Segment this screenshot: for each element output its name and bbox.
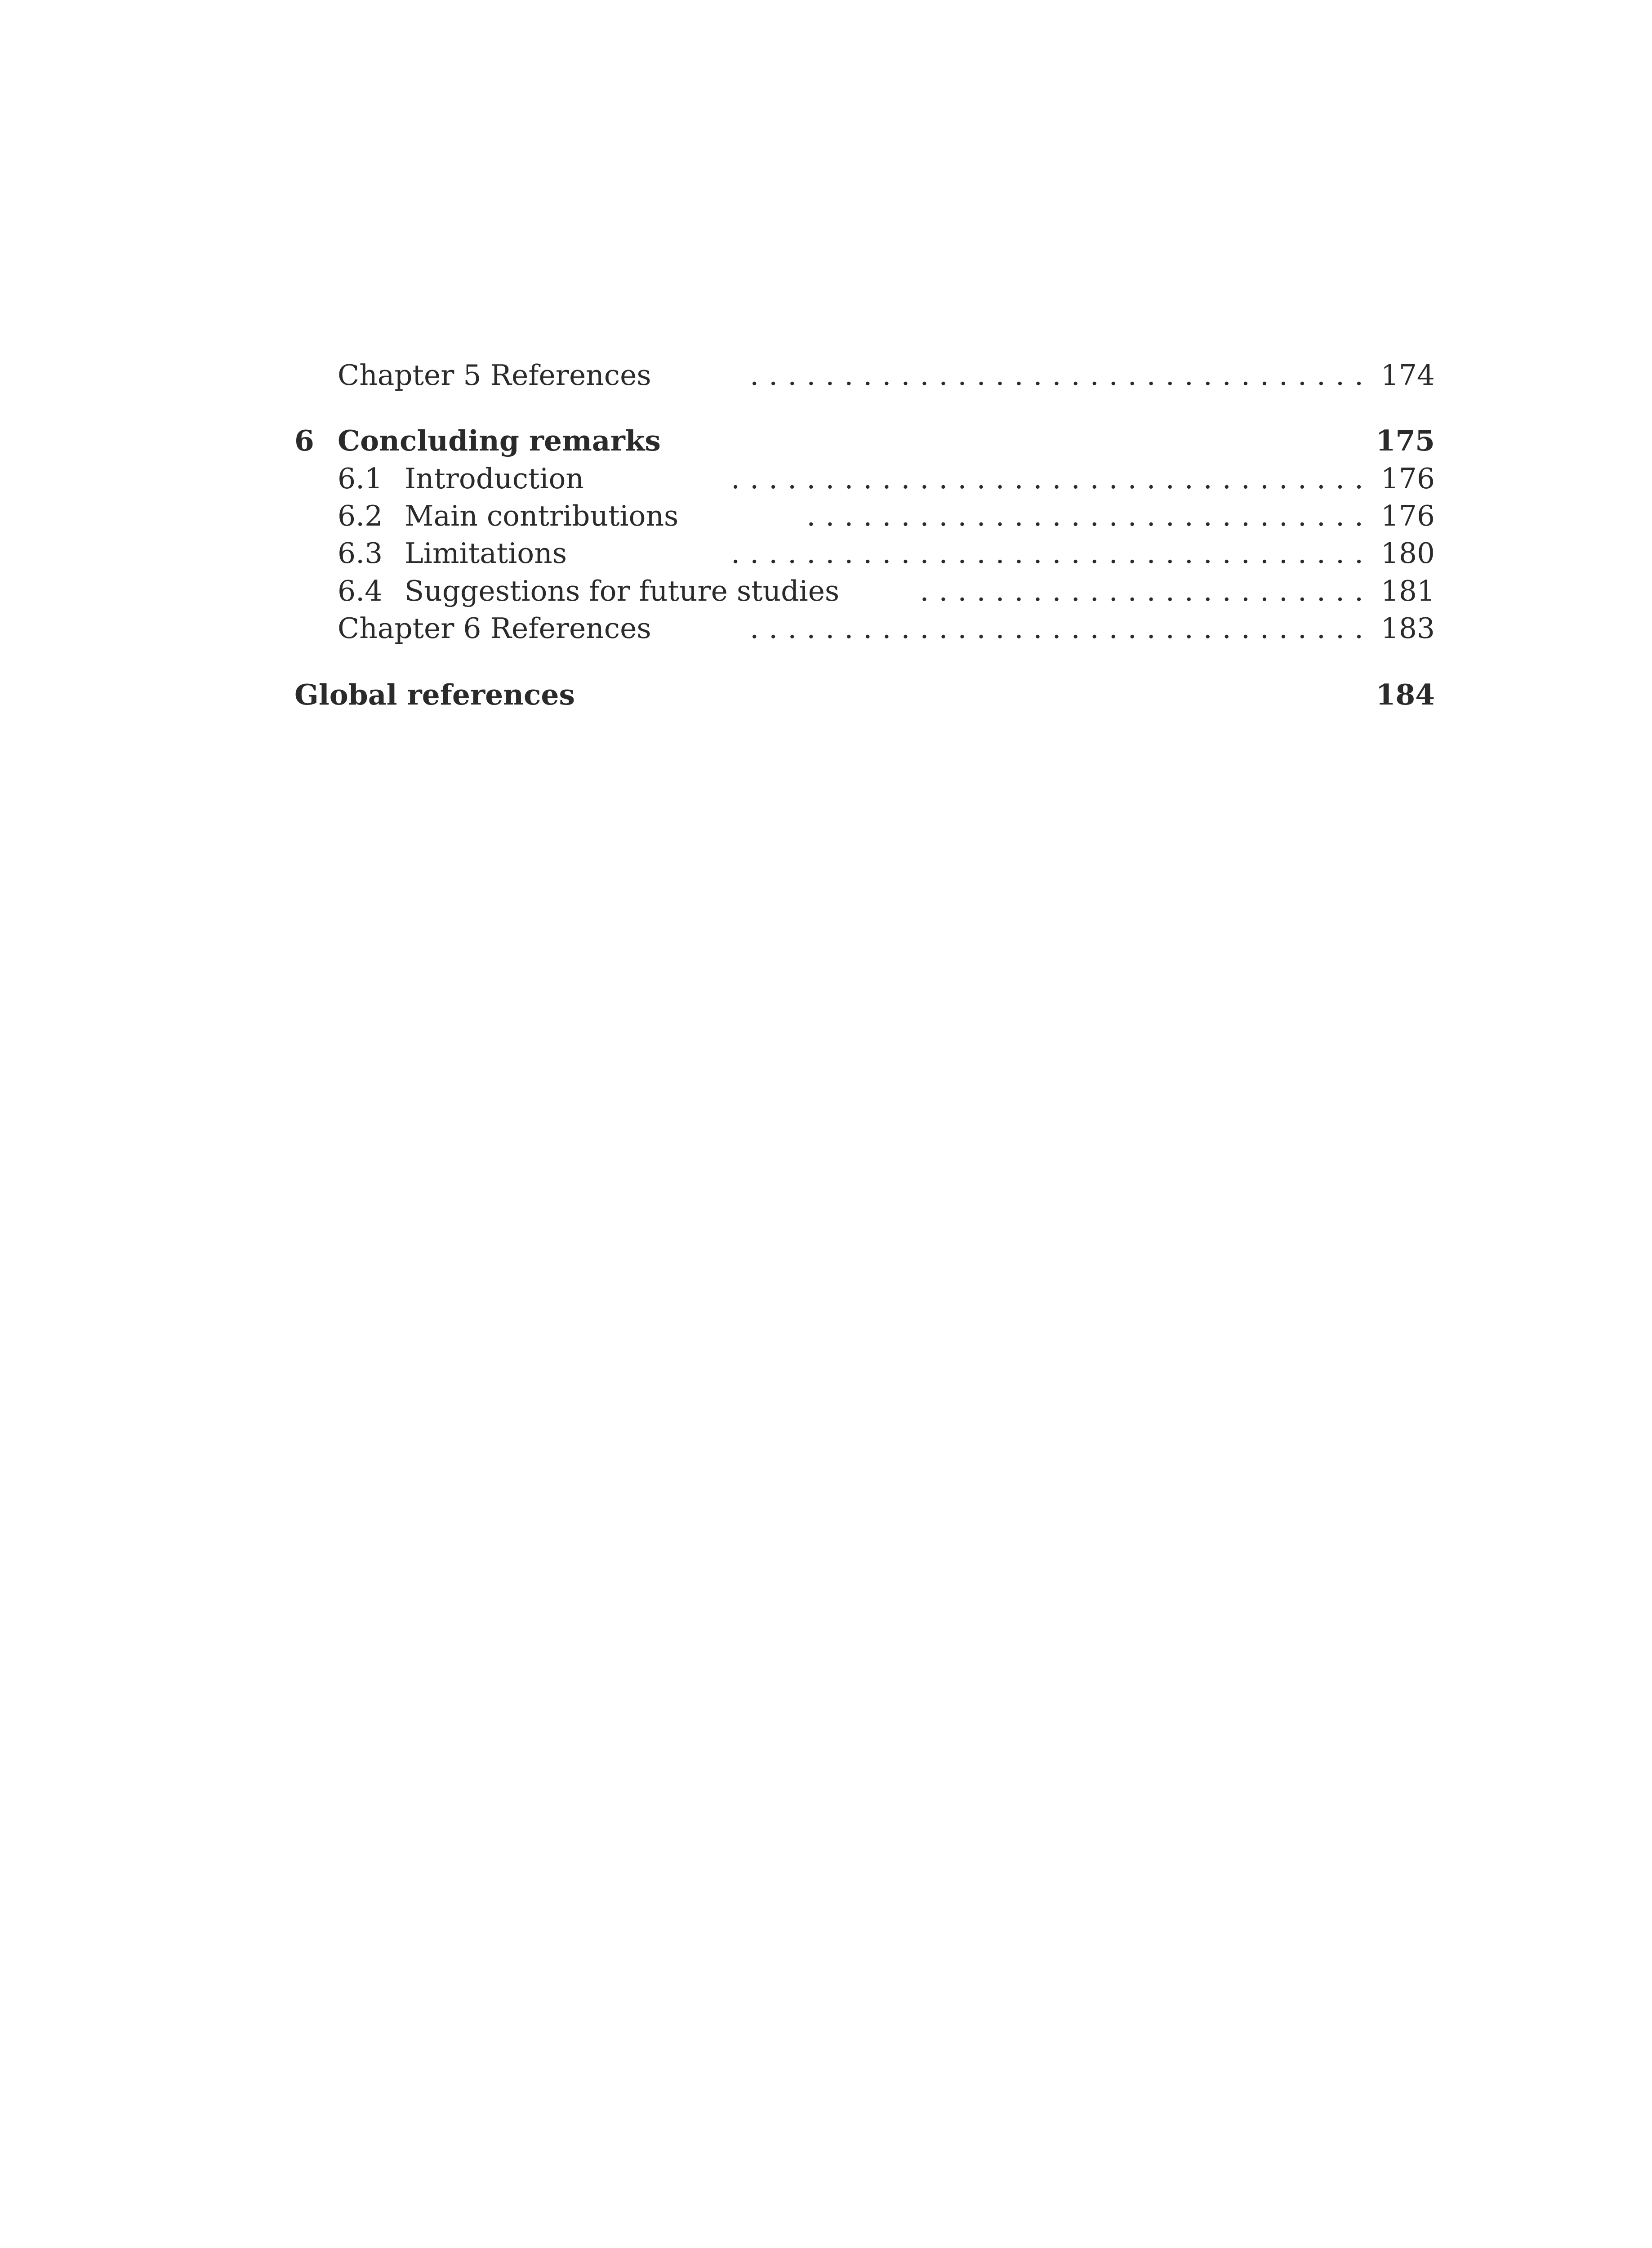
section-title: Introduction <box>405 462 584 495</box>
dot-leader: .................................. <box>731 537 1373 570</box>
section-title: Limitations <box>405 537 567 570</box>
toc-entry-title: Chapter 6 References <box>338 612 651 645</box>
section-number: 6.4 <box>338 575 383 607</box>
dot-leader: ........................ <box>920 575 1373 607</box>
section-page: 176 <box>1380 500 1435 532</box>
toc-entry-chapter5-references[interactable] <box>0 355 1652 396</box>
section-number: 6.3 <box>338 537 383 570</box>
section-page: 176 <box>1380 462 1435 495</box>
toc-section-6-2[interactable] <box>0 496 1652 536</box>
section-title: Suggestions for future studies <box>405 575 840 607</box>
chapter-page: 175 <box>1376 424 1435 457</box>
dot-leader: ................................. <box>750 612 1373 645</box>
toc-entry-chapter6-references[interactable] <box>0 608 1652 649</box>
chapter-title: Concluding remarks <box>338 424 661 457</box>
toc-global-references[interactable] <box>0 674 1652 715</box>
section-title: Main contributions <box>405 500 679 532</box>
dot-leader: .............................. <box>806 500 1373 532</box>
chapter-title: Global references <box>294 678 575 711</box>
section-number: 6.2 <box>338 500 383 532</box>
toc-entry-page: 174 <box>1380 359 1435 392</box>
toc-chapter-6[interactable] <box>0 420 1652 461</box>
dot-leader: .................................. <box>731 462 1373 495</box>
section-number: 6.1 <box>338 462 383 495</box>
section-page: 181 <box>1380 575 1435 607</box>
toc-section-6-3[interactable] <box>0 533 1652 574</box>
dot-leader: ................................. <box>750 359 1373 392</box>
chapter-page: 184 <box>1376 678 1435 711</box>
toc-section-6-4[interactable] <box>0 571 1652 611</box>
toc-entry-page: 183 <box>1380 612 1435 645</box>
section-page: 180 <box>1380 537 1435 570</box>
toc-section-6-1[interactable] <box>0 459 1652 499</box>
toc-entry-title: Chapter 5 References <box>338 359 651 392</box>
chapter-number: 6 <box>294 424 314 457</box>
